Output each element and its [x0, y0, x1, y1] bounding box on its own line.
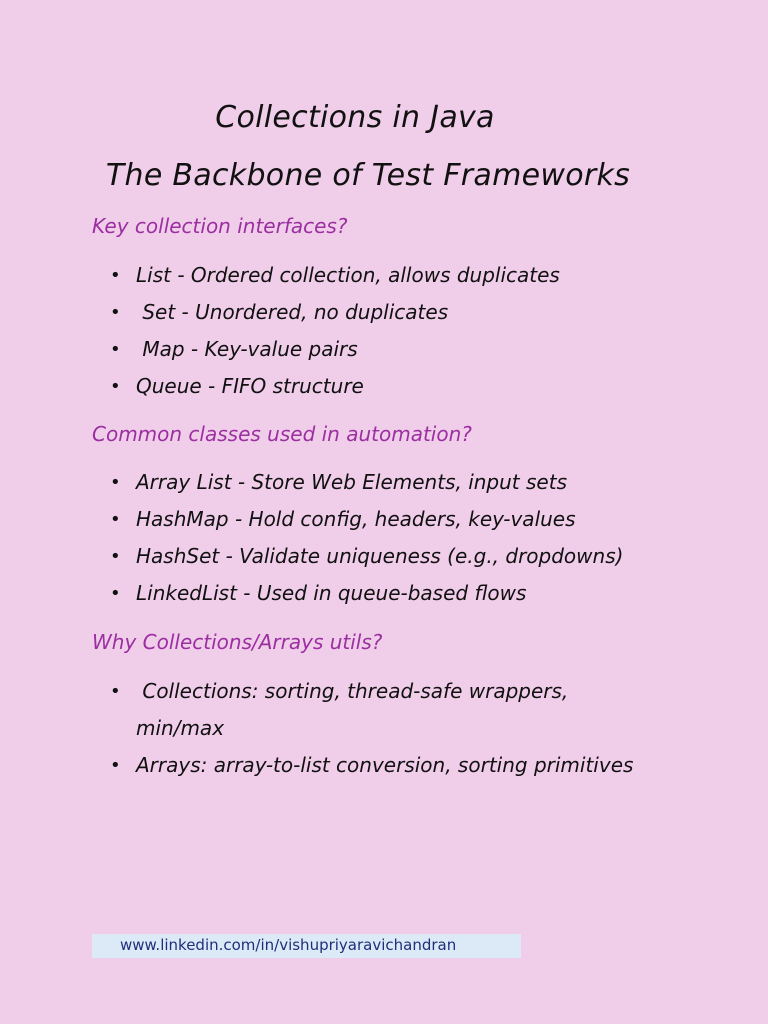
footer-link-box: [92, 934, 521, 958]
list-item: [110, 575, 730, 612]
bullet-icon: •: [110, 509, 121, 530]
bullet-icon: •: [110, 681, 121, 702]
list-item: [110, 294, 730, 331]
list-item-text: HashMap - Hold config, headers, key-values: [136, 507, 576, 531]
bullet-icon: •: [110, 546, 121, 567]
list-item: [110, 538, 730, 575]
bullet-icon: •: [110, 755, 121, 776]
list-item-text: Map - Key-value pairs: [136, 337, 358, 361]
section-heading-utils: Why Collections/Arrays utils?: [92, 630, 383, 654]
bullet-icon: •: [110, 302, 121, 323]
list-item-text: Array List - Store Web Elements, input sets: [136, 470, 567, 494]
page-subtitle: The Backbone of Test Frameworks: [105, 158, 631, 193]
list-utils: [110, 673, 634, 784]
list-item-text: List - Ordered collection, allows duplicates: [136, 263, 560, 287]
list-item: [110, 257, 730, 294]
list-classes: [110, 464, 730, 612]
page-title: Collections in Java: [215, 100, 495, 135]
list-item-text: Arrays: array-to-list conversion, sorting primitives: [136, 753, 634, 777]
list-item-text: HashSet - Validate uniqueness (e.g., dropdowns): [136, 544, 624, 568]
list-interfaces: [110, 257, 730, 405]
linkedin-link[interactable]: www.linkedin.com/in/vishupriyaravichandran: [120, 936, 457, 954]
list-item: [110, 368, 730, 405]
list-item: [110, 331, 730, 368]
bullet-icon: •: [110, 376, 121, 397]
list-item-text: Collections: sorting, thread-safe wrappers, min/max: [136, 679, 575, 740]
bullet-icon: •: [110, 583, 121, 604]
list-item: [110, 747, 756, 784]
list-item: [110, 501, 730, 538]
list-item-text: Set - Unordered, no duplicates: [136, 300, 449, 324]
list-item: [110, 464, 730, 501]
bullet-icon: •: [110, 472, 121, 493]
list-item-text: Queue - FIFO structure: [136, 374, 364, 398]
section-heading-interfaces: Key collection interfaces?: [92, 214, 348, 238]
list-item-text: LinkedList - Used in queue-based flows: [136, 581, 527, 605]
section-heading-classes: Common classes used in automation?: [92, 422, 472, 446]
bullet-icon: •: [110, 265, 121, 286]
bullet-icon: •: [110, 339, 121, 360]
list-item: [110, 673, 630, 747]
